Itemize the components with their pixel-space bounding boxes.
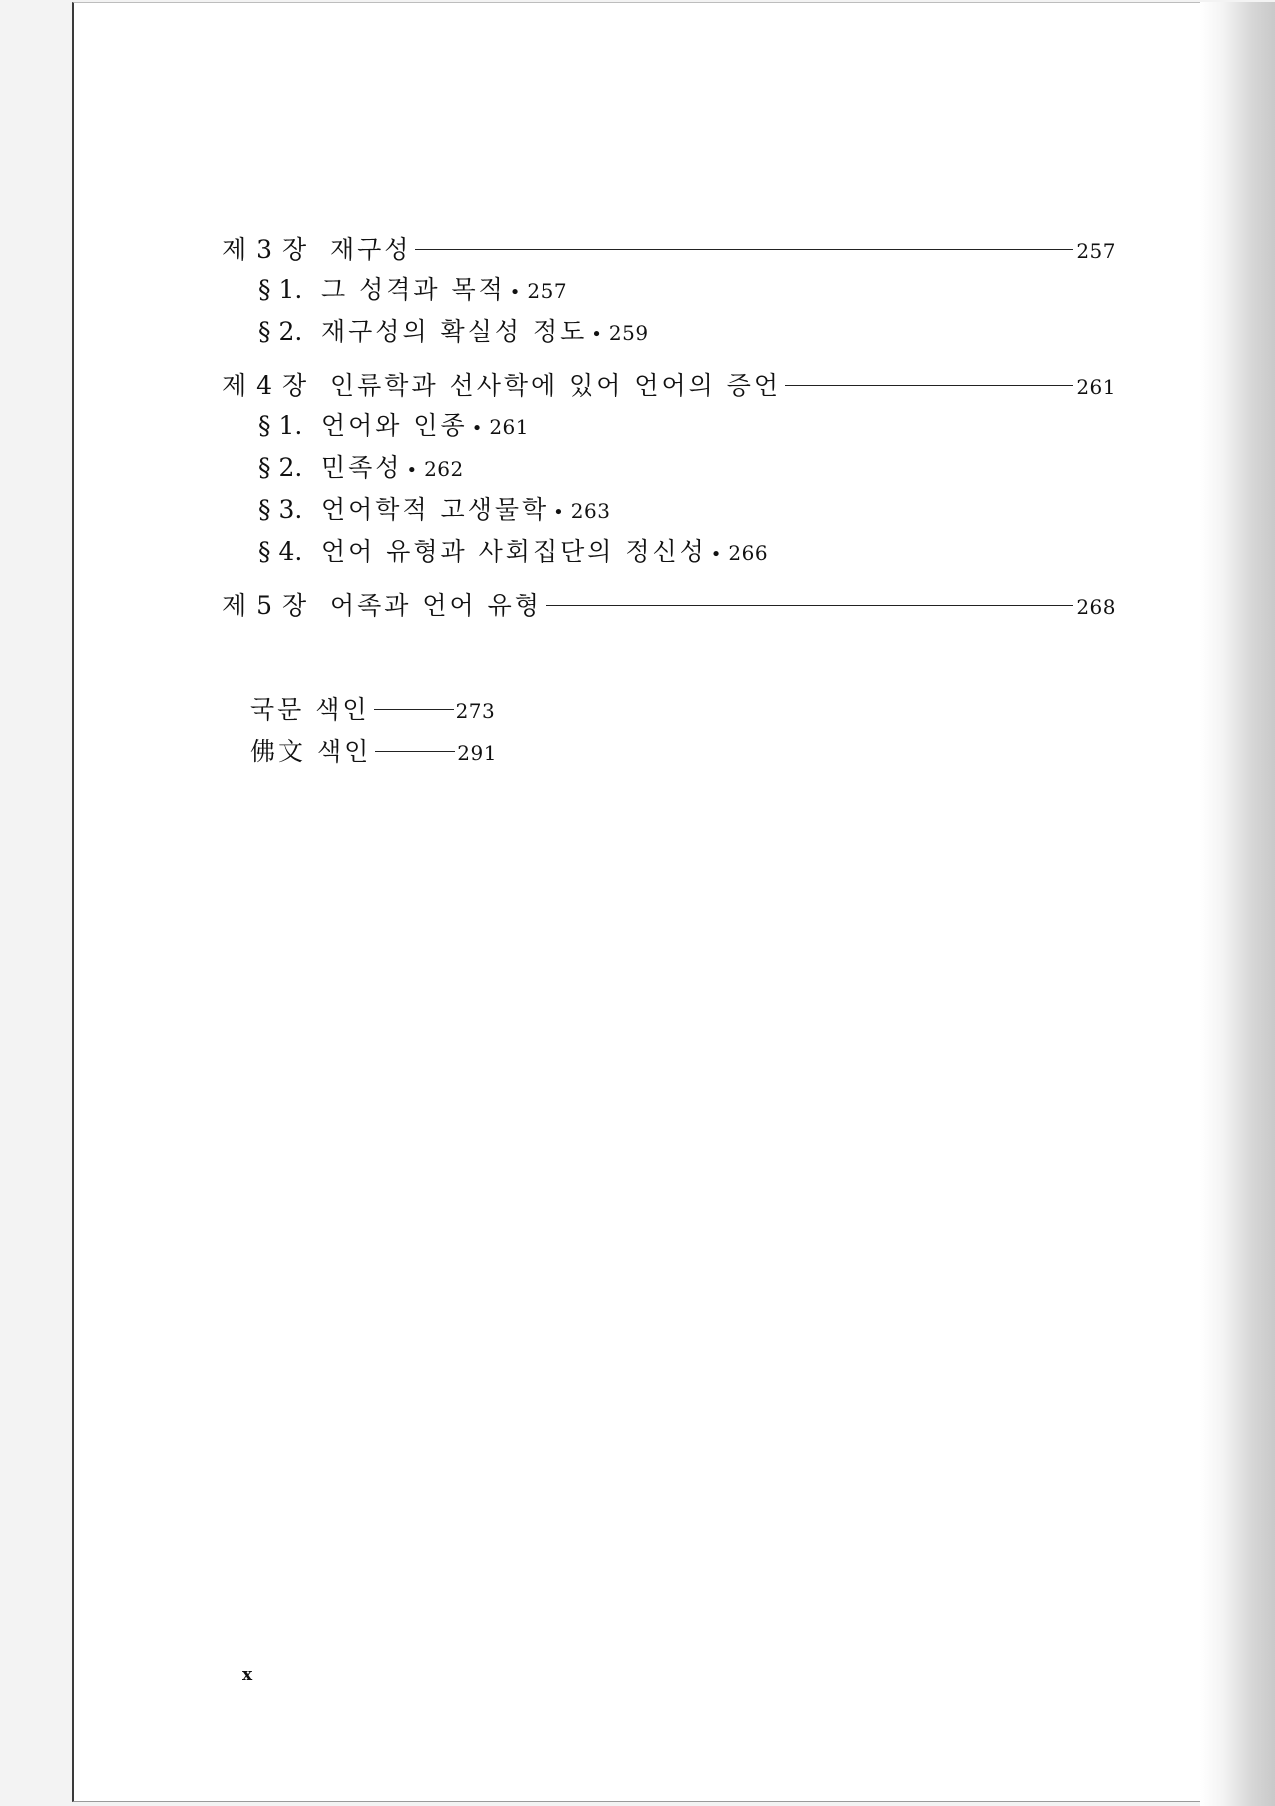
leader-line xyxy=(415,249,1073,250)
separator-dot: • xyxy=(509,282,521,303)
index-entry xyxy=(250,732,497,774)
page-edge-shadow xyxy=(1200,2,1275,1806)
separator-dot: • xyxy=(471,418,483,439)
separator-dot: • xyxy=(710,544,722,565)
chapter-page-number: 257 xyxy=(1076,239,1116,263)
index-entry xyxy=(250,690,497,732)
leader-line xyxy=(374,709,454,710)
leader-line xyxy=(546,605,1073,606)
chapter-4-sections xyxy=(258,406,1116,574)
toc-chapter-3 xyxy=(222,230,1116,264)
separator-dot: • xyxy=(591,324,602,345)
toc-chapter-4 xyxy=(222,366,1116,400)
section-title: 언어와 인종 xyxy=(321,411,468,440)
section-number: § 2. xyxy=(258,317,303,346)
separator-dot: • xyxy=(553,502,564,523)
separator-dot: • xyxy=(406,460,418,481)
toc-section xyxy=(258,532,1116,574)
leader-line xyxy=(375,751,455,752)
leader-line xyxy=(785,385,1073,386)
section-title: 언어학적 고생물학 xyxy=(321,495,550,524)
section-title: 그 성격과 목적 xyxy=(321,275,506,304)
chapter-title: 인류학과 선사학에 있어 언어의 증언 xyxy=(330,371,782,400)
section-page-number: 262 xyxy=(424,457,464,481)
chapter-number: 제 4 장 xyxy=(222,371,308,400)
section-number: § 1. xyxy=(258,411,303,440)
toc-section xyxy=(258,270,1116,312)
section-page-number: 261 xyxy=(489,415,530,439)
folio-page-number: x xyxy=(242,1665,252,1685)
toc-section xyxy=(258,490,1116,532)
toc-section xyxy=(258,312,1116,354)
section-number: § 2. xyxy=(258,453,303,482)
section-number: § 4. xyxy=(258,537,303,566)
section-number: § 1. xyxy=(258,275,303,304)
chapter-page-number: 268 xyxy=(1076,595,1116,619)
section-page-number: 266 xyxy=(728,541,769,565)
toc-section xyxy=(258,406,1116,448)
section-title: 재구성의 확실성 정도 xyxy=(321,317,588,346)
section-page-number: 259 xyxy=(608,321,649,345)
index-page-number: 273 xyxy=(455,699,496,723)
chapter-number: 제 3 장 xyxy=(222,235,308,264)
toc-section xyxy=(258,448,1116,490)
section-number: § 3. xyxy=(258,495,303,524)
chapter-title: 어족과 언어 유형 xyxy=(330,591,542,620)
section-page-number: 263 xyxy=(570,499,611,523)
section-title: 민족성 xyxy=(321,453,403,482)
chapter-page-number: 261 xyxy=(1076,375,1116,399)
table-of-contents xyxy=(222,230,1116,620)
toc-chapter-5 xyxy=(222,586,1116,620)
index-page-number: 291 xyxy=(457,741,497,765)
index-list xyxy=(250,690,497,774)
chapter-number: 제 5 장 xyxy=(222,591,308,620)
index-title: 국문 색인 xyxy=(250,695,370,724)
section-title: 언어 유형과 사회집단의 정신성 xyxy=(321,537,707,566)
section-page-number: 257 xyxy=(527,279,568,303)
index-title: 佛文 색인 xyxy=(250,737,372,766)
chapter-title: 재구성 xyxy=(330,235,412,264)
chapter-3-sections xyxy=(258,270,1116,354)
